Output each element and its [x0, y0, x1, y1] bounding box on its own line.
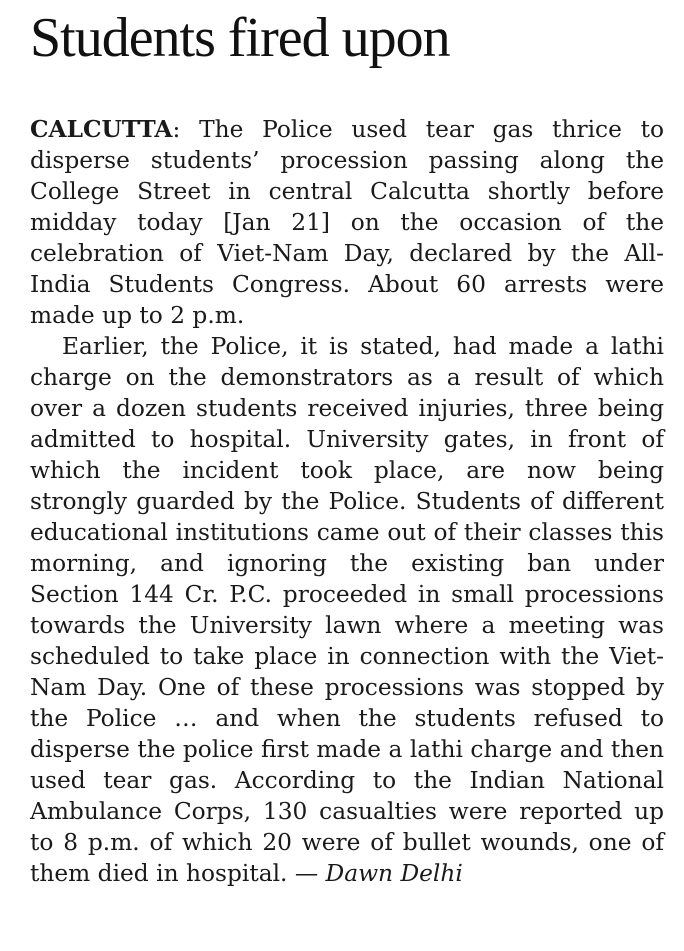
article-body	[30, 114, 664, 889]
headline: Students fired upon	[30, 7, 450, 69]
paragraph-2	[30, 331, 664, 889]
paragraph-1	[30, 114, 664, 331]
dateline: CALCUTTA	[30, 116, 173, 143]
news-article	[30, 6, 664, 889]
paragraph-2-text: Earlier, the Police, it is stated, had made a lathi charge on the demonstrators as a result of which over a dozen students received injuries, three being admitted to hospital. University gates, in front of which the incident took place, are now being strongly guarded by the Police. Students of different educational institutions came out of their classes this morning, and ignoring the existing ban under Section 144 Cr. P.C. proceeded in small processions towards the University lawn where a meeting was scheduled to take place in connection with the Viet-Nam Day. One of these processions was stopped by the Police … and when the students refused to disperse the police first made a lathi charge and then used tear gas. According to the Indian National Ambulance Corps, 130 casualties were reported up to 8 p.m. of which 20 were of bullet wounds, one of them died in hospital.	[30, 333, 664, 887]
paragraph-1-text: : The Police used tear gas thrice to disperse students’ procession passing along the College Street in central Calcutta shortly before midday today [Jan 21] on the occasion of the celebration of Viet-Nam Day, declared by the All-India Students Congress. About 60 arrests were made up to 2 p.m.	[30, 116, 664, 329]
sign-dash: —	[294, 860, 326, 887]
source-credit: Dawn Delhi	[325, 860, 463, 887]
